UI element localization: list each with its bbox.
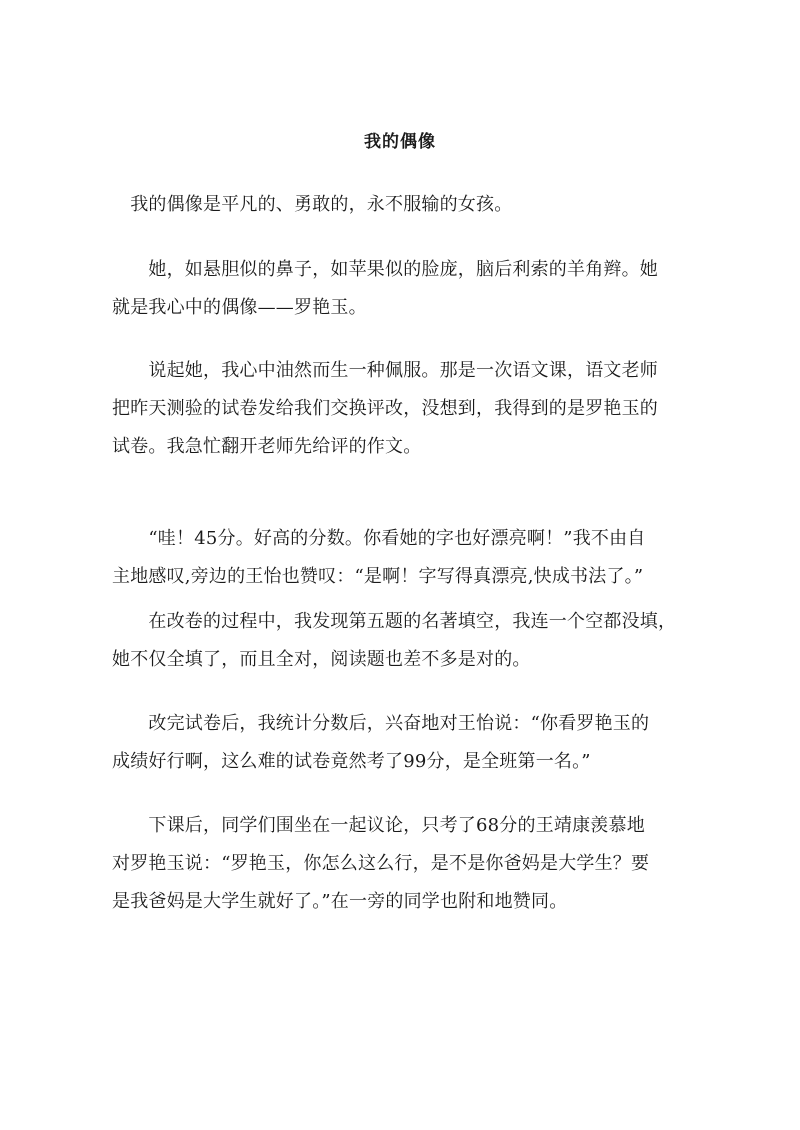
paragraph-6 [112,705,712,781]
paragraph-line: 改完试卷后，我统计分数后，兴奋地对王怡说：“你看罗艳玉的 [112,713,650,734]
paragraph-5 [112,603,712,679]
paragraph-line: 把昨天测验的试卷发给我们交换评改，没想到，我得到的是罗艳玉的 [112,398,658,419]
paragraph-line: 试卷。我急忙翻开老师先给评的作文。 [112,436,422,457]
paragraph-line: 在改卷的过程中，我发现第五题的名著填空，我连一个空都没填， [112,611,677,632]
paragraph-line: 她，如悬胆似的鼻子，如苹果似的脸庞，脑后利索的羊角辫。她 [112,259,658,280]
paragraph-line: 下课后，同学们围坐在一起议论，只考了68分的王靖康羡慕地 [112,815,645,836]
paragraph-line: 我的偶像是平凡的、勇敢的，永不服输的女孩。 [112,194,513,215]
paragraph-2 [112,251,712,327]
paragraph-1 [112,186,712,224]
paragraph-line: “哇！45分。好高的分数。你看她的字也好漂亮啊！”我不由自 [112,528,646,549]
paragraph-line: 说起她，我心中油然而生一种佩服。那是一次语文课，语文老师 [112,360,658,381]
paragraph-line: 对罗艳玉说：“罗艳玉，你怎么这么行，是不是你爸妈是大学生？要 [112,853,650,874]
paragraph-line: 她不仅全填了，而且全对，阅读题也差不多是对的。 [112,649,531,670]
paragraph-4 [112,520,712,596]
paragraph-7 [112,807,712,921]
paragraph-line: 是我爸妈是大学生就好了。”在一旁的同学也附和地赞同。 [112,891,568,912]
paragraph-3 [112,352,712,466]
paragraph-line: 就是我心中的偶像——罗艳玉。 [112,297,367,318]
paragraph-line: 主地感叹,旁边的王怡也赞叹：“是啊！字写得真漂亮,快成书法了。” [112,566,644,587]
paragraph-line: 成绩好行啊，这么难的试卷竟然考了99分，是全班第一名。” [112,751,591,772]
document-title: 我的偶像 [364,132,436,152]
